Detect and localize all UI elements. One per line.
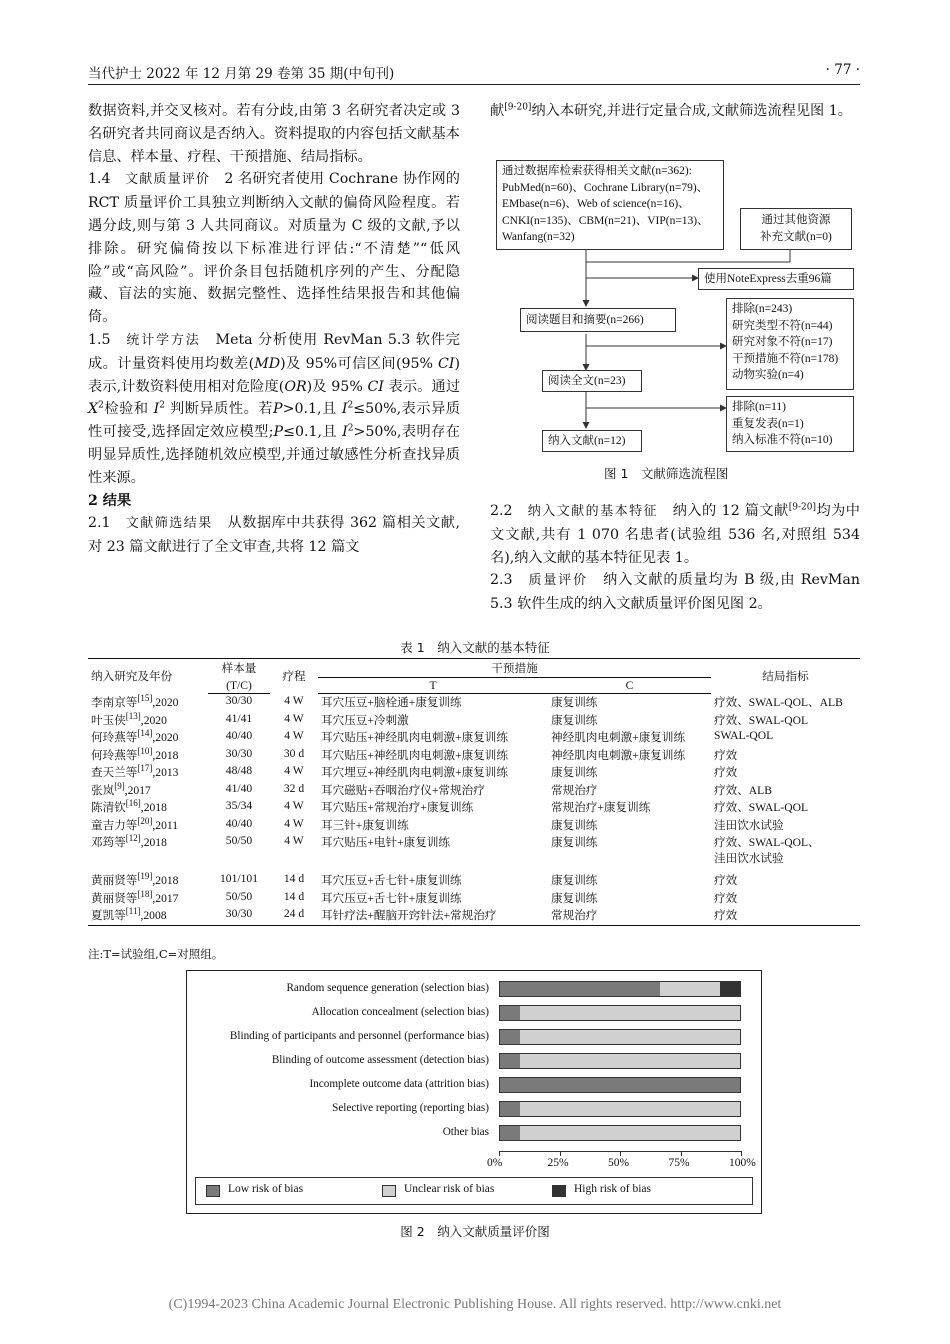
- text-run: ≤50%,表示异质性可接受,选择固定效应模型;: [88, 401, 461, 441]
- study-name: 童吉力等: [91, 818, 138, 832]
- cell-sample: 50/50: [225, 889, 253, 903]
- cell-outcome-wrap: [711, 764, 860, 782]
- cell-study: [88, 694, 208, 712]
- md-symbol: MD: [254, 355, 281, 372]
- flow-line: 动物实验(n=4): [732, 369, 804, 381]
- category-label: Blinding of participants and personnel (performance bias): [229, 1030, 489, 1042]
- chi-symbol: X: [88, 401, 99, 418]
- cell-c: 常规治疗+康复训练: [551, 801, 651, 814]
- section-title: 纳入文献的基本特征: [527, 504, 659, 519]
- flow-line: 通过数据库检索获得相关文献(n=362):: [502, 165, 692, 177]
- cell-sample: 101/101: [219, 872, 258, 885]
- cell-study: [88, 782, 208, 800]
- page-number: · 77 ·: [825, 62, 860, 78]
- cell-study: [88, 729, 208, 747]
- cell-t: 耳穴压豆+舌七针+康复训练: [321, 874, 462, 887]
- bar-segment: [500, 1030, 520, 1044]
- cell-course: 14 d: [283, 889, 305, 903]
- ci-symbol: CI: [437, 355, 455, 372]
- flow-line: Wanfang(n=32): [502, 231, 575, 243]
- citation-ref: [18]: [137, 888, 153, 899]
- cell-course: 4 W: [284, 711, 304, 725]
- bar-segment: [500, 1102, 520, 1116]
- col-header-sample-unit: (T/C): [208, 678, 270, 694]
- citation-ref: [12]: [125, 833, 141, 844]
- cell-course: 4 W: [284, 693, 304, 707]
- x-tick-mark: [499, 1151, 500, 1156]
- bar-segment: [500, 1126, 520, 1140]
- bar-segment: [500, 1006, 520, 1020]
- text-run: 纳入的 12 篇文献: [672, 503, 789, 519]
- study-year: ,2017: [152, 891, 179, 905]
- section-title: 统计学方法: [126, 332, 201, 348]
- x-tick-label: 25%: [547, 1157, 569, 1169]
- cell-c: 神经肌肉电刺激+康复训练: [551, 748, 686, 762]
- flow-box-dedup: 使用NoteExpress去重96篇: [698, 268, 854, 290]
- cell-outcome-wrap: [711, 729, 860, 747]
- figure-1-caption: 图 1 文献筛选流程图: [604, 466, 729, 481]
- section-2-2: [490, 500, 860, 569]
- category-label: Random sequence generation (selection bias): [286, 982, 489, 994]
- cell-sample: 50/50: [225, 834, 253, 847]
- bar-segment: [500, 982, 660, 996]
- bias-bar: [499, 1101, 741, 1117]
- cell-outcome-wrap: [711, 890, 860, 908]
- study-name: 叶玉侠: [91, 713, 126, 727]
- legend-label: Low risk of bias: [228, 1183, 304, 1195]
- study-name: 黄丽贤等: [91, 891, 138, 905]
- category-label: Selective reporting (reporting bias): [332, 1102, 489, 1114]
- superscript: 2: [159, 400, 165, 411]
- section-number: 2.1: [88, 515, 111, 532]
- text-run: )表示,计数资料使用相对危险度(: [88, 355, 460, 395]
- citation-ref: [9]: [114, 780, 125, 791]
- flow-line: 通过其他资源: [761, 214, 831, 226]
- copyright-footer: (C)1994-2023 China Academic Journal Electronic Publishing House. All rights reserved. http://www.cnki.net: [168, 1297, 782, 1312]
- category-label: Blinding of outcome assessment (detection bias): [271, 1054, 489, 1066]
- bias-bar: [499, 1053, 741, 1069]
- cell-t: 耳穴贴压+电针+康复训练: [321, 836, 451, 849]
- study-name: 黄丽贤等: [91, 874, 138, 887]
- legend-swatch: [206, 1185, 220, 1197]
- cell-outcome-wrap: [711, 834, 860, 872]
- section-text: 2 名研究者使用 Cochrane 协作网的 RCT 质量评价工具独立判断纳入文献的偏倚风险程度。若遇分歧,则与第 3 人共同商议。对质量为 C 级的文献,予以排除。研究偏倚按以下标准进行评估:“不清楚”“低风险”或“高风险”。评价条目包括随机序列的产生、分配隐藏、盲法的实施、数据完整性、选择性结果报告和其他偏倚。: [88, 171, 460, 326]
- cell-c: 康复训练: [551, 836, 598, 849]
- study-year: ,2020: [152, 731, 179, 744]
- cell-c: 康复训练: [551, 818, 598, 832]
- cell-t: 耳穴贴压+神经肌肉电刺激+康复训练: [321, 731, 508, 744]
- cell-study: [88, 764, 208, 782]
- flow-box-exclusion-2: [726, 396, 854, 452]
- cell-c: 康复训练: [551, 874, 598, 887]
- x-tick-mark: [620, 1151, 621, 1156]
- citation-ref: [13]: [125, 710, 141, 721]
- bias-bar: [499, 1077, 741, 1093]
- table-row: [88, 694, 860, 712]
- x-tick-label: 0%: [487, 1157, 503, 1169]
- text-run: ≤0.1,且: [283, 424, 343, 441]
- section-2-3: [490, 569, 860, 616]
- paragraph-inclusion: [490, 100, 860, 123]
- paragraph-data-extraction: 数据资料,并交叉核对。若有分歧,由第 3 名研究者决定或 3 名研究者共同商议是否纳入。资料提取的内容包括文献基本信息、样本量、疗程、干预措施、结局指标。: [88, 103, 460, 165]
- table-note: 注:T=试验组,C=对照组。: [88, 947, 224, 961]
- cell-outcome-wrap: [711, 782, 860, 800]
- cell-study: [88, 817, 208, 835]
- section-title: 文献质量评价: [125, 172, 211, 188]
- col-header-course: 疗程: [270, 659, 318, 694]
- cell-t: 耳穴压豆+冷刺激: [321, 713, 409, 727]
- flow-line: 排除(n=243): [732, 303, 793, 315]
- x-tick-mark: [741, 1151, 742, 1156]
- category-label: Allocation concealment (selection bias): [311, 1006, 489, 1018]
- table-row: [88, 729, 860, 747]
- study-year: ,2020: [140, 713, 167, 727]
- flow-line: 研究类型不符(n=44): [732, 319, 833, 332]
- citation-ref: [16]: [125, 798, 141, 809]
- cell-t: 耳穴压豆+脑栓通+康复训练: [321, 696, 462, 709]
- section-number: 2.3: [490, 572, 513, 589]
- text-run: 纳入本研究,并进行定量合成,文献筛选流程见图 1。: [531, 103, 852, 119]
- table-row: [88, 747, 860, 765]
- category-label: Other bias: [442, 1126, 489, 1138]
- study-year: ,2013: [152, 766, 179, 779]
- cell-t: 耳针疗法+醒脑开窍针法+常规治疗: [318, 907, 548, 925]
- cell-study: [88, 907, 208, 925]
- cell-sample: 48/48: [225, 764, 253, 777]
- table-row: [88, 872, 860, 890]
- col-header-outcome: 结局指标: [711, 659, 860, 694]
- section-title: 质量评价: [528, 573, 589, 589]
- study-year: ,2018: [140, 801, 167, 814]
- i-symbol: I: [342, 424, 348, 441]
- journal-header: 当代护士 2022 年 12 月第 29 卷第 35 期(中旬刊): [88, 66, 395, 82]
- text-run: 检验和: [103, 401, 154, 418]
- study-name: 李南京等: [91, 695, 138, 709]
- cell-outcome: 疗效: [714, 891, 738, 905]
- text-run: Meta 分析使用 RevMan 5.3 软件完成。计量资料使用均数差(: [88, 331, 460, 372]
- figure-2-caption: 图 2 纳入文献质量评价图: [400, 1224, 550, 1239]
- cell-study: [88, 834, 208, 872]
- cell-c: 康复训练: [551, 696, 598, 709]
- text-run: 表示。通过: [383, 378, 461, 395]
- cell-course: 4 W: [284, 834, 304, 847]
- i-symbol: I: [153, 401, 160, 418]
- x-tick-label: 50%: [608, 1157, 630, 1169]
- citation-ref: [9-20]: [788, 502, 816, 513]
- study-year: ,2018: [152, 874, 179, 887]
- citation-ref: [20]: [137, 815, 153, 826]
- cell-sample: 41/41: [225, 711, 253, 725]
- cell-sample: 35/34: [225, 799, 253, 812]
- cell-course: 4 W: [284, 799, 304, 812]
- table-row: [88, 890, 860, 908]
- study-name: 张岚: [91, 783, 115, 797]
- flow-line: 补充文献(n=0): [760, 230, 832, 243]
- p-symbol: P: [273, 401, 283, 418]
- bias-bar: [499, 1125, 741, 1141]
- cell-course: 32 d: [283, 781, 305, 795]
- cell-study: [88, 799, 208, 817]
- x-tick-mark: [681, 1151, 682, 1156]
- study-year: ,2017: [124, 783, 151, 797]
- study-name: 陈清钦: [91, 801, 126, 814]
- cell-sample: 30/30: [225, 694, 253, 707]
- cell-study: [88, 747, 208, 765]
- cell-course: 4 W: [284, 729, 304, 742]
- section-number: 1.5: [88, 331, 111, 348]
- left-column: [88, 100, 460, 559]
- right-column-top: [490, 100, 860, 123]
- flow-line: 研究对象不符(n=17): [732, 336, 833, 348]
- legend-swatch: [382, 1185, 396, 1197]
- cell-outcome: 疗效、SWAL-QOL、: [714, 836, 820, 849]
- section-1-4: [88, 168, 460, 329]
- flow-line: EMbase(n=6)、Web of science(n=16)、: [502, 198, 690, 210]
- col-header-intervention: 干预措施: [318, 659, 711, 678]
- study-name: 何玲燕等: [91, 731, 138, 744]
- cell-course: 30 d: [283, 746, 305, 760]
- study-year: ,2008: [140, 909, 167, 922]
- legend: [195, 1177, 753, 1205]
- section-2-heading: 2 结果: [88, 492, 132, 509]
- legend-label: Unclear risk of bias: [404, 1183, 495, 1195]
- citation-ref: [17]: [137, 763, 153, 774]
- text-run: )及 95%: [306, 378, 368, 395]
- bias-bar: [499, 1005, 741, 1021]
- superscript: 2: [98, 400, 104, 411]
- cell-outcome: 疗效: [714, 909, 738, 922]
- cell-sample: 40/40: [225, 816, 253, 830]
- flow-line: 排除(n=11): [732, 401, 786, 413]
- cell-outcome-wrap: [711, 694, 860, 712]
- ci-symbol: CI: [367, 378, 384, 395]
- cell-outcome: 疗效、ALB: [714, 783, 772, 797]
- cell-course: 4 W: [284, 816, 304, 830]
- study-year: ,2018: [140, 836, 167, 849]
- bar-segment: [520, 1126, 740, 1140]
- study-year: ,2020: [152, 695, 179, 709]
- bar-segment: [660, 982, 720, 996]
- cell-outcome: 疗效: [714, 874, 738, 887]
- text-run: >0.1,且: [282, 401, 342, 418]
- cell-outcome: 疗效: [714, 748, 738, 762]
- bar-segment: [520, 1102, 740, 1116]
- cell-outcome-2: 洼田饮水试验: [714, 852, 784, 865]
- text-run: 均为中文文献,共有 1 070 名患者(试验组 536 名,对照组 534 名),纳入文献的基本特征见表 1。: [490, 503, 860, 566]
- col-header-c: C: [548, 678, 711, 694]
- cell-study: [88, 890, 208, 908]
- section-2-1: [88, 512, 460, 559]
- cell-sample: 41/40: [225, 781, 253, 795]
- superscript: 2: [347, 400, 354, 411]
- flow-box-database-search: [496, 160, 724, 250]
- section-text: 从数据库中共获得 362 篇相关文献,对 23 篇文献进行了全文审查,共将 12 篇文: [88, 515, 460, 556]
- cell-study: [88, 872, 208, 890]
- cell-t: 耳穴磁贴+吞咽治疗仪+常规治疗: [321, 783, 485, 797]
- header-rule: [88, 84, 860, 85]
- flowchart-figure: [490, 152, 860, 458]
- cell-outcome-wrap: [711, 799, 860, 817]
- cell-c: 神经肌肉电刺激+康复训练: [551, 731, 686, 744]
- x-tick-label: 100%: [729, 1157, 756, 1169]
- bar-segment: [500, 1054, 520, 1068]
- or-symbol: OR: [284, 378, 307, 395]
- table-row: [88, 817, 860, 835]
- p-symbol: P: [273, 424, 284, 441]
- bar-segment: [520, 1054, 740, 1068]
- i-symbol: I: [341, 401, 348, 418]
- bar-segment: [720, 982, 740, 996]
- flow-line: 干预措施不符(n=178): [732, 352, 839, 365]
- cell-study: [88, 712, 208, 730]
- x-tick-mark: [560, 1151, 561, 1156]
- col-header-study: 纳入研究及年份: [88, 659, 208, 694]
- flow-box-full-text: 阅读全文(n=23): [542, 370, 642, 392]
- table-1-caption: 表 1 纳入文献的基本特征: [400, 640, 550, 655]
- citation-ref: [11]: [125, 906, 141, 917]
- flow-box-other-sources: [740, 208, 852, 250]
- cell-outcome: SWAL-QOL: [714, 729, 774, 742]
- cell-c: 康复训练: [551, 713, 598, 727]
- citation-ref: [10]: [137, 745, 153, 756]
- col-header-t: T: [318, 678, 548, 694]
- cell-outcome-wrap: [711, 907, 860, 925]
- cell-c: 常规治疗: [551, 783, 598, 797]
- section-1-5: [88, 329, 460, 490]
- cell-sample: 30/30: [225, 746, 253, 760]
- cell-outcome-wrap: [711, 712, 860, 730]
- legend-label: High risk of bias: [574, 1183, 651, 1195]
- flow-box-title-abstract: 阅读题目和摘要(n=266): [520, 308, 676, 332]
- cell-outcome: 疗效、SWAL-QOL: [714, 713, 809, 727]
- bar-segment: [500, 1078, 740, 1092]
- cell-t: 耳穴贴压+常规治疗+康复训练: [321, 801, 474, 814]
- cell-t: 耳穴埋豆+神经肌肉电刺激+康复训练: [321, 766, 508, 779]
- table-row: [88, 782, 860, 800]
- cell-t: 耳穴贴压+神经肌肉电刺激+康复训练: [321, 748, 508, 762]
- text-run: >50%,表明存在明显异质性,选择随机效应模型,并通过敏感性分析查找异质性来源。: [88, 424, 460, 486]
- flow-line: PubMed(n=60)、Cochrane Library(n=79)、: [502, 181, 709, 194]
- table-row: [88, 799, 860, 817]
- citation-ref: [14]: [137, 728, 153, 739]
- flow-box-exclusion-1: [726, 298, 854, 390]
- right-column-bottom: [490, 500, 860, 616]
- cell-c: 常规治疗: [548, 907, 711, 925]
- cell-outcome-wrap: [711, 872, 860, 890]
- cell-sample: 40/40: [225, 729, 253, 742]
- study-name: 查天兰等: [91, 766, 138, 779]
- cell-t: 耳穴压豆+舌七针+康复训练: [321, 891, 462, 905]
- text-run: )及 95%可信区间(95%: [280, 355, 438, 372]
- flow-line: 纳入标准不符(n=10): [732, 434, 833, 446]
- bar-segment: [520, 1030, 740, 1044]
- cell-outcome-wrap: [711, 817, 860, 835]
- section-text: 纳入文献的质量均为 B 级,由 RevMan 5.3 软件生成的纳入文献质量评价图见图 2。: [490, 572, 860, 613]
- cell-course: 4 W: [284, 764, 304, 777]
- cell-outcome: 疗效、SWAL-QOL、ALB: [714, 695, 843, 709]
- cell-course: 14 d: [283, 872, 305, 885]
- text-run: 献: [490, 103, 505, 119]
- characteristics-table: [88, 658, 860, 926]
- table-row: [88, 907, 860, 925]
- legend-swatch: [552, 1185, 566, 1197]
- col-header-sample: 样本量: [208, 659, 270, 678]
- flow-line: 重复发表(n=1): [732, 417, 804, 430]
- section-title: 文献筛选结果: [125, 516, 213, 532]
- x-tick-label: 75%: [668, 1157, 690, 1169]
- table-row: [88, 764, 860, 782]
- cell-t: 耳三针+康复训练: [321, 818, 409, 832]
- flow-box-included: 纳入文献(n=12): [542, 430, 642, 452]
- citation-ref: [9-20]: [504, 102, 532, 113]
- citation-ref: [19]: [137, 871, 153, 882]
- study-name: 邓筠等: [91, 836, 126, 849]
- cell-outcome: 疗效: [714, 766, 738, 779]
- cell-course: 24 d: [270, 907, 318, 925]
- table-row: [88, 834, 860, 872]
- cell-outcome-wrap: [711, 747, 860, 765]
- risk-of-bias-chart: [186, 970, 762, 1214]
- study-year: ,2011: [152, 818, 179, 832]
- cell-sample: 30/30: [208, 907, 270, 925]
- cell-c: 康复训练: [551, 891, 598, 905]
- superscript: 2: [347, 423, 354, 434]
- study-name: 何玲燕等: [91, 748, 138, 762]
- text-run: 判断异质性。若: [164, 401, 274, 418]
- citation-ref: [15]: [137, 692, 153, 703]
- bias-bar: [499, 981, 741, 997]
- bar-segment: [520, 1006, 740, 1020]
- table-row: [88, 712, 860, 730]
- bias-bar: [499, 1029, 741, 1045]
- cell-outcome: 疗效、SWAL-QOL: [714, 801, 809, 814]
- section-number: 1.4: [88, 171, 111, 188]
- cell-outcome: 洼田饮水试验: [714, 818, 784, 832]
- flow-line: CNKI(n=135)、CBM(n=21)、VIP(n=13)、: [502, 214, 709, 227]
- study-year: ,2018: [152, 748, 179, 762]
- category-label: Incomplete outcome data (attrition bias): [309, 1078, 489, 1090]
- section-number: 2.2: [490, 503, 513, 519]
- study-name: 夏凯等: [91, 909, 126, 922]
- cell-c: 康复训练: [551, 766, 598, 779]
